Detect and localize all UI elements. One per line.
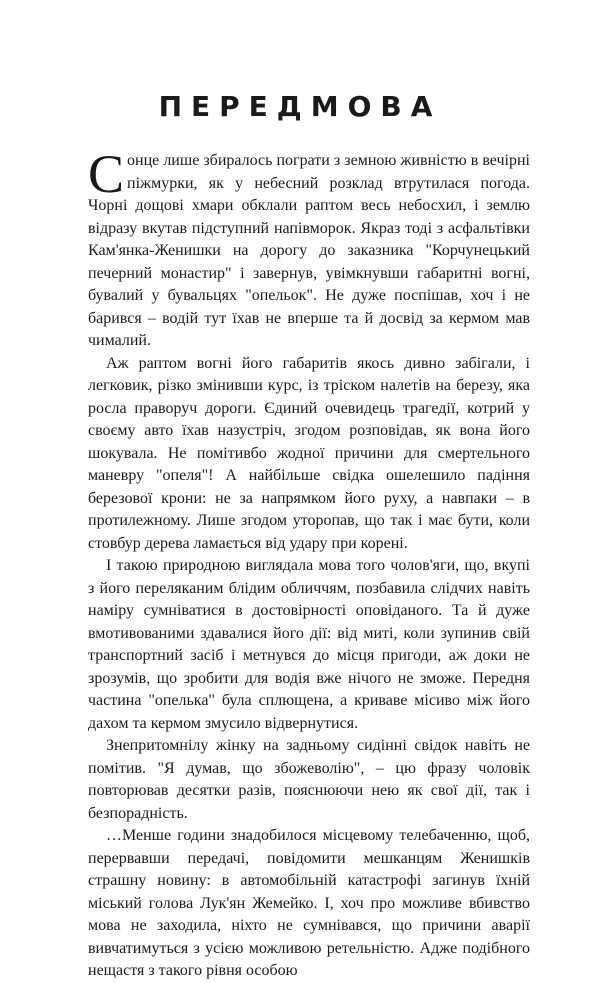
paragraph-2: Аж раптом вогні його габаритів якось дивно забігали, і легковик, різко змінивши курс, із тріском налетів на березу, яка росла праворуч дороги. Єдиний очевидець трагедії, котрий у своєму авто їхав назустріч, згодом розповідав, як вона його шокувала. Не помітивбо жодної причини для смертельного маневру "опеля"! А найбільше свідка ошелешило падіння березової крони: не за напрямком його руху, а навпаки – в протилежному. Лише згодом уторопав, що так і має бути, коли стовбур дерева ламається від удару при корені. (88, 354, 530, 552)
drop-cap: С (88, 144, 125, 204)
paragraph-1 (88, 144, 530, 353)
paragraph-5: …Менше години знадобилося місцевому телебаченню, щоб, перервавши передачі, повідомити мешканцям Женишків страшну новину: в автомобільній катастрофі загинув їхній міський голова Лук'ян Жемейко. І, хоч про можливе вбивство мова не заходила, ніхто не сумнівався, що причини аварії вивчатимуться з усією можливою ретельністю. Адже подібного нещастя з такого рівня особою (88, 827, 530, 979)
chapter-title: ПЕРЕДМОВА (158, 90, 442, 123)
paragraph-3: І такою природною виглядала мова того чолов'яги, що, вкупі з його переляканим блідим обличчям, позбавила слідчих навіть наміру сумніватися в достовірності оповіданого. Та й дуже вмотивованими здавалися його дії: від миті, коли зупинив свій транспортний засіб і метнувся до місця пригоди, аж доки не зрозумів, що зробити для водія вже нічого не зможе. Передня частина "опелька" була сплющена, а криваве місиво між його дахом та кермом змусило відвернутися. (88, 557, 530, 732)
paragraph-4: Знепритомнілу жінку на задньому сидінні свідок навіть не помітив. "Я думав, що збожеволію", – цю фразу чоловік повторював десятки разів, пояснюючи нею як свої дії, так і безпорадність. (88, 737, 530, 822)
chapter-body (88, 144, 530, 983)
paragraph-1-text: онце лише збиралось пограти з земною живністю в вечірні піжмурки, як у небесний розклад втрутилася погода. Чорні дощові хмари обклали раптом весь небосхил, і землю відразу вкутав підступний напівморок. Якраз тоді з асфальтівки Кам'янка-Женишки на дорогу до заказника "Корчунецький печерний монастир" і завернув, увімкнувши габаритні вогні, бувалий у бувальцях "опельок". Не дуже поспішав, хоч і не барився – водій тут їхав не вперше та й досвід за кермом мав чималий. (88, 152, 530, 349)
